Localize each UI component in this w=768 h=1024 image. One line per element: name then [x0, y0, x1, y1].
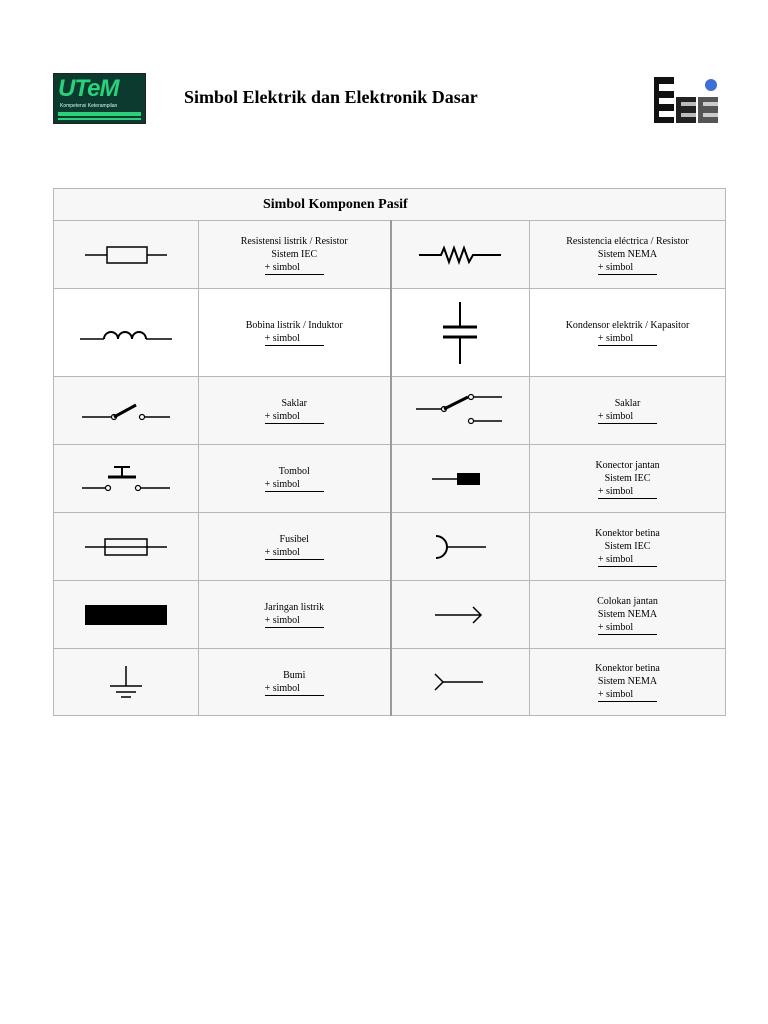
symbol-cell	[391, 445, 530, 513]
table-row	[54, 221, 726, 289]
symbol-cell	[391, 221, 530, 289]
mains-network-icon	[83, 603, 169, 627]
more-symbols-link[interactable]: + simbol	[265, 411, 324, 424]
symbol-cell	[54, 445, 199, 513]
symbol-cell	[54, 289, 199, 377]
more-symbols-link[interactable]: + simbol	[265, 683, 324, 696]
switch-spst-icon	[78, 399, 174, 423]
male-plug-nema-icon	[433, 605, 487, 625]
inductor-icon	[76, 323, 176, 343]
description-text: Resistencia eléctrica / Resistor	[566, 235, 689, 247]
symbol-cell	[391, 377, 530, 445]
female-connector-iec-icon	[430, 534, 490, 560]
description-cell	[530, 221, 726, 289]
description-cell	[530, 649, 726, 716]
description-cell	[199, 221, 391, 289]
more-symbols-link[interactable]: + simbol	[598, 689, 657, 702]
description-cell	[530, 289, 726, 377]
utem-logo-text: UTeM	[58, 75, 119, 102]
table-row	[54, 581, 726, 649]
description-cell	[199, 289, 391, 377]
description-text: Saklar	[281, 398, 308, 409]
fke-logo	[653, 75, 719, 125]
symbol-cell	[54, 649, 199, 716]
description-text: Tombol	[278, 466, 310, 477]
symbol-cell	[391, 581, 530, 649]
table-row	[54, 513, 726, 581]
more-symbols-link[interactable]: + simbol	[265, 615, 324, 628]
description-text: Kondensor elektrik / Kapasitor	[565, 320, 690, 331]
more-symbols-link[interactable]: + simbol	[598, 333, 657, 346]
more-symbols-link[interactable]: + simbol	[598, 622, 657, 635]
description-text: Resistensi listrik / Resistor	[240, 235, 348, 247]
description-text: Sistem IEC	[604, 540, 651, 552]
push-button-icon	[78, 464, 174, 494]
description-text: Sistem IEC	[271, 248, 318, 260]
more-symbols-link[interactable]: + simbol	[598, 486, 657, 499]
table-caption-row	[54, 189, 726, 221]
description-cell	[199, 445, 391, 513]
description-text: Bobina listrik / Induktor	[245, 320, 343, 331]
description-text: Sistem NEMA	[597, 248, 658, 260]
description-text: Konektor betina	[595, 527, 660, 539]
description-text: Sistem NEMA	[597, 608, 658, 620]
description-cell	[530, 377, 726, 445]
description-text: Konector jantan	[595, 459, 660, 471]
more-symbols-link[interactable]: + simbol	[265, 479, 324, 492]
description-text: Bumi	[283, 669, 306, 681]
description-text: Jaringan listrik	[264, 602, 325, 613]
utem-logo-tagline: Kompetensi Keterampilan	[60, 103, 118, 109]
table-row	[54, 377, 726, 445]
fuse-icon	[81, 537, 171, 557]
description-cell	[530, 513, 726, 581]
description-text: Sistem IEC	[604, 472, 651, 484]
table-caption: Simbol Komponen Pasif	[263, 196, 408, 212]
capacitor-icon	[440, 300, 480, 366]
ground-icon	[106, 664, 146, 700]
description-cell	[530, 581, 726, 649]
description-cell	[199, 581, 391, 649]
description-cell	[199, 513, 391, 581]
more-symbols-link[interactable]: + simbol	[598, 262, 657, 275]
description-text: Sistem NEMA	[597, 676, 658, 687]
symbol-cell	[391, 289, 530, 377]
utem-logo	[53, 73, 146, 124]
description-text: Fusibel	[279, 534, 309, 545]
symbol-cell	[54, 377, 199, 445]
resistor-nema-icon	[415, 245, 505, 265]
symbol-table	[53, 188, 726, 716]
symbol-cell	[54, 221, 199, 289]
resistor-iec-icon	[81, 245, 171, 265]
switch-spdt-icon	[414, 393, 506, 429]
symbol-cell	[54, 513, 199, 581]
page-title: Simbol Elektrik dan Elektronik Dasar	[184, 87, 478, 107]
more-symbols-link[interactable]: + simbol	[265, 333, 324, 346]
description-text: Colokan jantan	[597, 595, 658, 607]
more-symbols-link[interactable]: + simbol	[265, 262, 324, 275]
symbol-cell	[54, 581, 199, 649]
description-text: Saklar	[614, 398, 641, 409]
male-connector-iec-icon	[430, 471, 490, 487]
page-header	[0, 0, 768, 140]
more-symbols-link[interactable]: + simbol	[598, 554, 657, 567]
description-text: Konektor betina	[595, 663, 660, 674]
table-row	[54, 445, 726, 513]
symbol-cell	[391, 649, 530, 716]
description-cell	[199, 377, 391, 445]
table-row	[54, 649, 726, 716]
description-cell	[530, 445, 726, 513]
description-cell	[199, 649, 391, 716]
symbol-cell	[391, 513, 530, 581]
more-symbols-link[interactable]: + simbol	[598, 411, 657, 424]
table-row	[54, 289, 726, 377]
more-symbols-link[interactable]: + simbol	[265, 547, 324, 560]
female-connector-nema-icon	[433, 672, 487, 692]
